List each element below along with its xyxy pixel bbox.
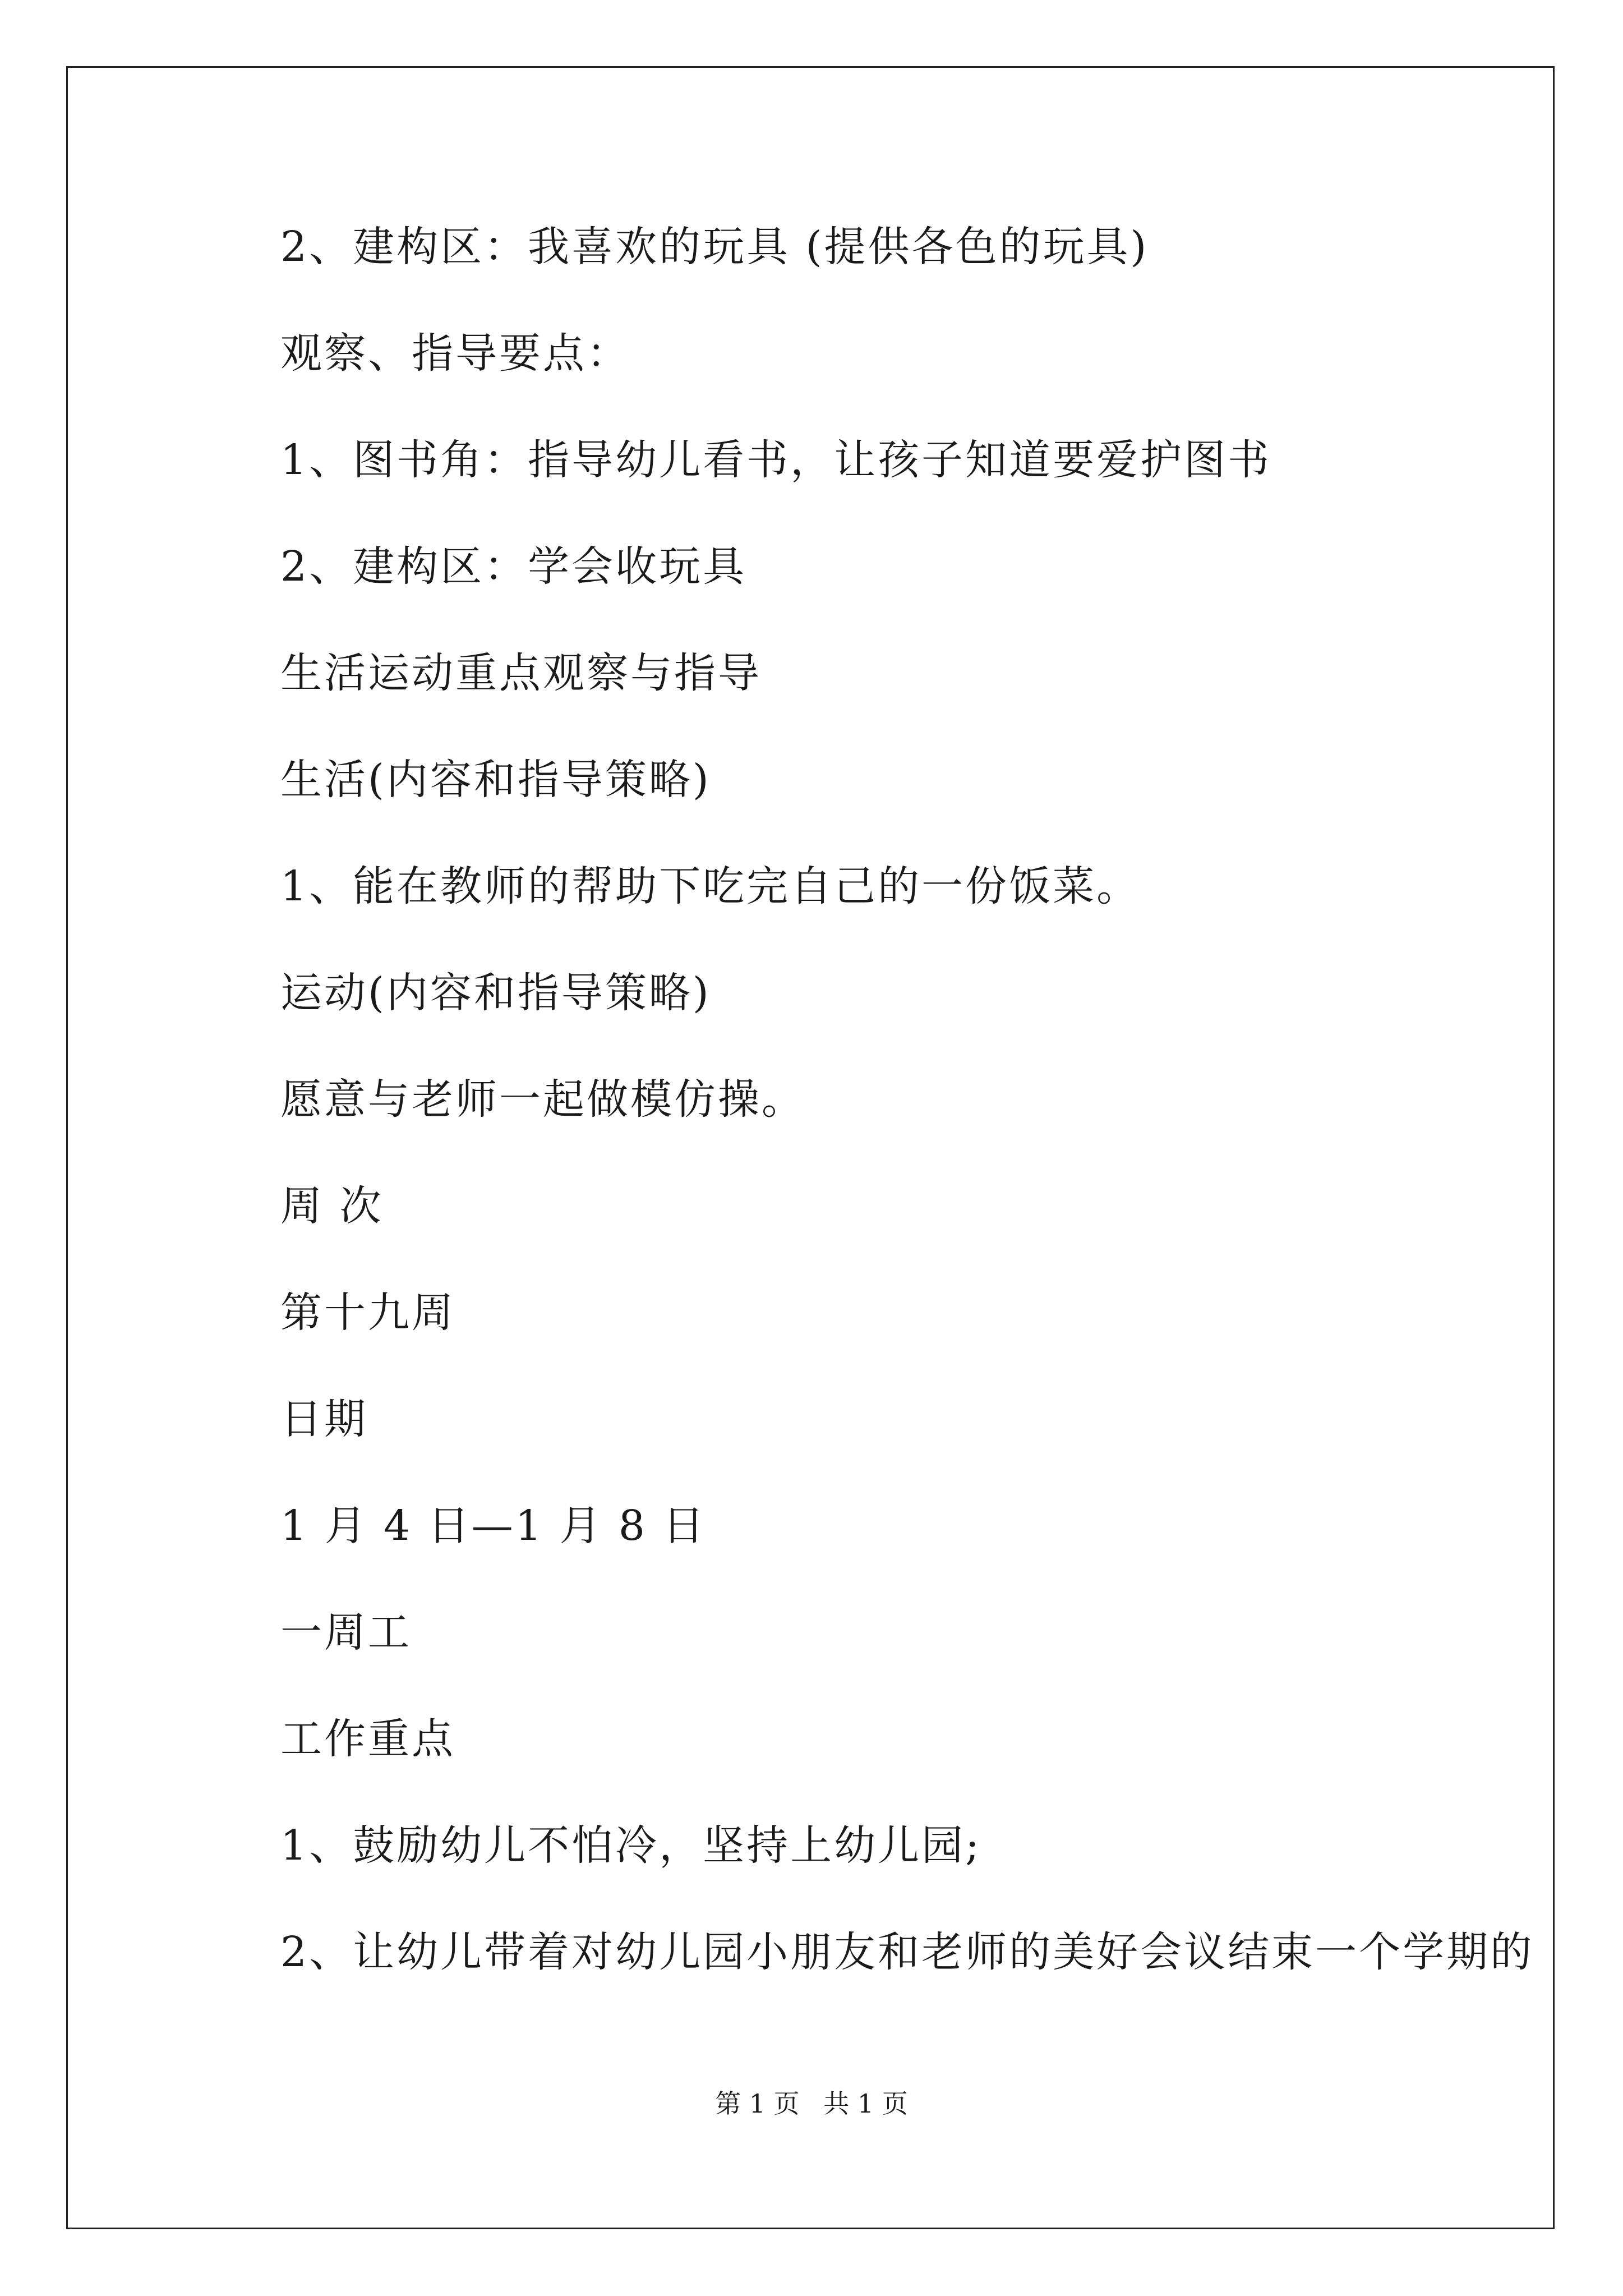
text-line: 2、建构区：我喜欢的玩具 (提供各色的玩具) [280,223,1149,271]
page-total: 共 1 页 [823,2088,908,2119]
page-footer [0,2087,1623,2120]
text-line: 一周工 [280,1608,412,1657]
text-line: 2、建构区：学会收玩具 [280,542,747,591]
text-line: 1、图书角：指导幼儿看书，让孩子知道要爱护图书 [280,436,1272,484]
text-line: 2、让幼儿带着对幼儿园小朋友和老师的美好会议结束一个学期的 [280,1928,1534,1976]
text-line: 1、鼓励幼儿不怕冷，坚持上幼儿园; [280,1821,982,1870]
text-line: 日期 [280,1395,368,1443]
text-line: 工作重点 [280,1715,455,1763]
page-number: 第 1 页 [715,2088,800,2119]
text-line: 周 次 [280,1182,384,1230]
text-line: 1、能在教师的帮助下吃完自己的一份饭菜。 [280,862,1141,910]
text-line: 生活运动重点观察与指导 [280,649,762,697]
text-line: 愿意与老师一起做模仿操。 [280,1075,805,1124]
text-line: 生活(内容和指导策略) [280,756,711,804]
page-border [66,66,1555,2229]
text-line: 观察、指导要点： [280,329,630,378]
text-line: 运动(内容和指导策略) [280,969,711,1017]
text-line: 1 月 4 日—1 月 8 日 [280,1502,707,1550]
text-line: 第十九周 [280,1289,455,1337]
